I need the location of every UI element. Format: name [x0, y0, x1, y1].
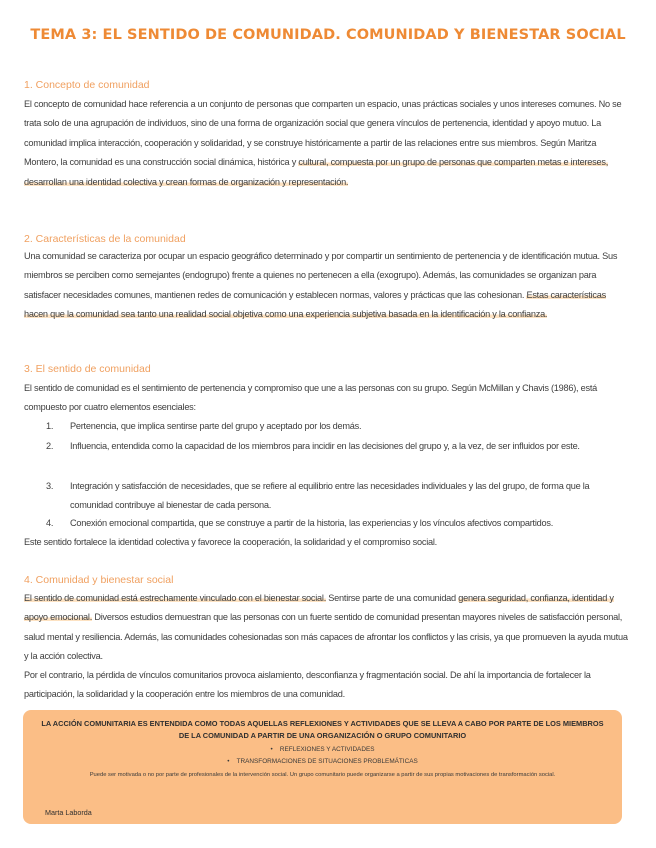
section-heading-sentido: 3. El sentido de comunidad [24, 363, 151, 375]
list-item [46, 437, 626, 475]
bullet-text: REFLEXIONES Y ACTIVIDADES [279, 746, 375, 753]
highlighted-text: El sentido de comunidad está estrechamente vinculado con el bienestar social. [24, 593, 326, 603]
section-heading-concepto: 1. Concepto de comunidad [24, 79, 150, 91]
section-paragraph-bienestar [24, 589, 628, 667]
highlighted-text: genera seguridad, confianza, identidad y apoyo emocional. [24, 593, 614, 623]
list-number: 4. [46, 518, 54, 528]
section-paragraph-concepto [24, 95, 628, 192]
list-text: Integración y satisfacción de necesidades, que se refiere al equilibrio entre las necesidades individuales y las del grupo, de forma que la comunidad contribuye al bienestar de cada persona. [70, 481, 590, 510]
highlighted-text: cultural, compuesta por un grupo de personas que comparten metas e intereses, desarrollan una identidad colectiva y crean formas de organización y representación. [24, 157, 609, 187]
section-heading-caracteristicas: 2. Características de la comunidad [24, 233, 186, 245]
section-closing-sentido: Este sentido fortalece la identidad colectiva y favorece la cooperación, la solidaridad y el compromiso social. [24, 537, 437, 547]
section-heading-bienestar: 4. Comunidad y bienestar social [24, 574, 174, 586]
bullet-icon: • [227, 758, 230, 765]
text-run: El concepto de comunidad hace referencia a un conjunto de personas que comparten un espacio, unas prácticas sociales y unos intereses comunes. No se trata solo de una agrupación de individuos, sino de una forma de organización social que genera vínculos de pertenencia, identidad y apoyo mutuo. La comunidad implica interacción, cooperación y solidaridad, y se construye históricamente a partir de las relaciones entre sus miembros. Según Maritza Montero, la comunidad es una construcción social dinámica, histórica y [24, 99, 622, 168]
list-number: 1. [46, 421, 54, 431]
list-text: Influencia, entendida como la capacidad de los miembros para incidir en las decisiones del grupo y, a la vez, de ser influidos por este. [70, 441, 580, 451]
list-number: 2. [46, 441, 54, 451]
info-box-title: LA ACCIÓN COMUNITARIA ES ENTENDIDA COMO TODAS AQUELLAS REFLEXIONES Y ACTIVIDADES QUE SE LLEVA A CABO POR PARTE DE LOS MIEMBROS DE LA COMUNIDAD A PARTIR DE UNA ORGANIZACIÓN O GRUPO COMUNITARIO [41, 719, 604, 740]
text-run: Diversos estudios demuestran que las personas con un fuerte sentido de comunidad presentan mayores niveles de satisfacción personal, salud mental y resiliencia. Además, las comunidades cohesionadas son más capaces de afrontar los conflictos y las crisis, ya que promueven la ayuda mutua y la acción colectiva. [24, 612, 628, 662]
info-box-note: Puede ser motivada o no por parte de profesionales de la intervención social. Un grupo comunitario puede organizarse a partir de sus propias motivaciones de transformación social. [89, 772, 556, 778]
info-box-bullet [23, 758, 622, 765]
list-number: 3. [46, 481, 54, 491]
list-item [46, 417, 626, 437]
list-text: Pertenencia, que implica sentirse parte del grupo y aceptado por los demás. [70, 421, 362, 431]
text-run: Una comunidad se caracteriza por ocupar un espacio geográfico determinado y por compartir un sentimiento de pertenencia y de identificación mutua. Sus miembros se perciben como semejantes (endogrupo) frente a quienes no pertenecen a ella (exogrupo). Además, las comunidades se organizan para satisfacer necesidades comunes, mantienen redes de comunicación y establecen normas, valores y prácticas que las cohesionan. [24, 251, 618, 300]
text-run: Sentirse parte de una comunidad [326, 593, 459, 603]
list-item [46, 477, 626, 515]
section-paragraph-caracteristicas [24, 247, 628, 325]
section-intro-sentido: El sentido de comunidad es el sentimiento de pertenencia y compromiso que une a las personas con su grupo. Según McMillan y Chavis (1986), está compuesto por cuatro elementos esenciales: [24, 383, 598, 413]
info-box [23, 710, 622, 824]
list-item [46, 514, 626, 534]
info-box-bullet [23, 746, 622, 753]
bullet-icon: • [270, 746, 273, 753]
bullet-text: TRANSFORMACIONES DE SITUACIONES PROBLEMÁTICAS [236, 758, 418, 765]
section-paragraph-bienestar-2: Por el contrario, la pérdida de vínculos comunitarios provoca aislamiento, desconfianza y fragmentación social. De ahí la importancia de fortalecer la participación, la solidaridad y la cooperación entre los miembros de una comunidad. [24, 670, 591, 700]
list-text: Conexión emocional compartida, que se construye a partir de la historia, las experiencias y los vínculos afectivos compartidos. [70, 518, 554, 528]
info-box-author: Marta Laborda [45, 808, 92, 817]
page-title: TEMA 3: EL SENTIDO DE COMUNIDAD. COMUNIDAD Y BIENESTAR SOCIAL [30, 27, 626, 43]
highlighted-text: Estas características hacen que la comunidad sea tanto una realidad social objetiva como una experiencia subjetiva basada en la identificación y la confianza. [24, 289, 606, 320]
